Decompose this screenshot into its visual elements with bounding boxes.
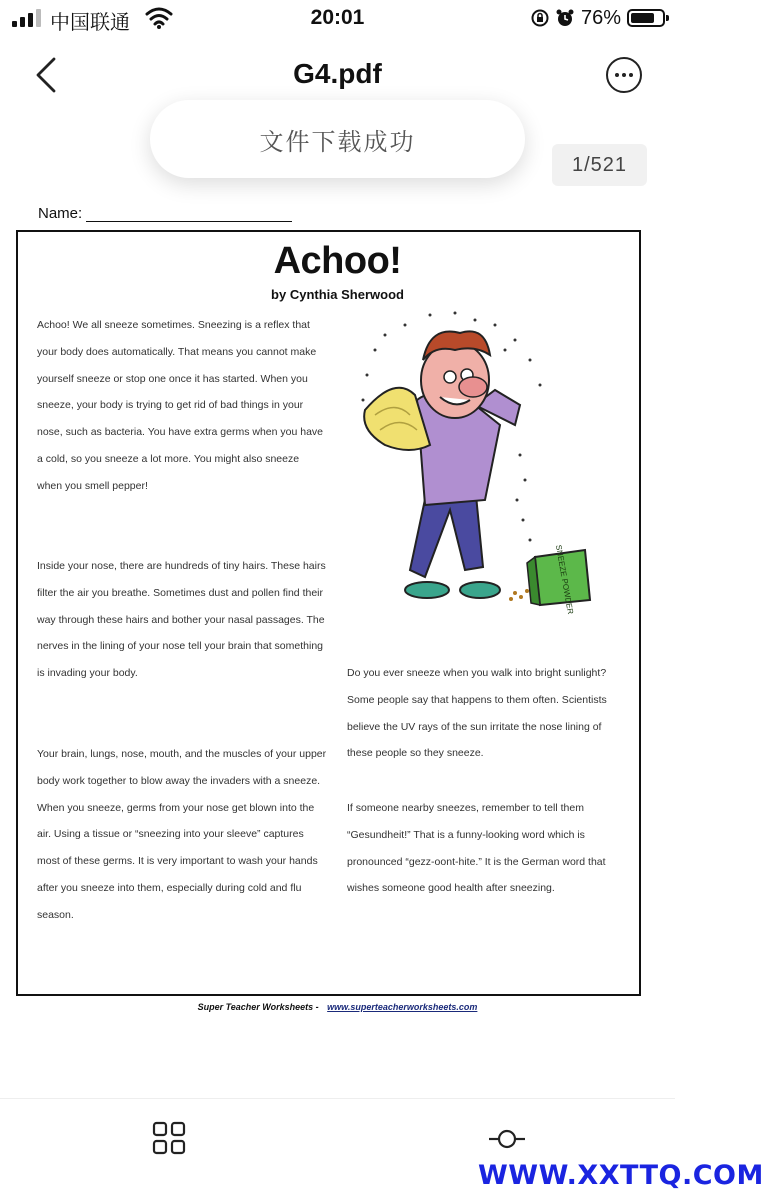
battery-percent: 76%	[580, 6, 621, 29]
powder-box-label: SNEEZE POWDER	[553, 544, 575, 615]
worksheet-footer	[0, 1002, 675, 1012]
name-label: Name:	[38, 205, 83, 222]
search-icon[interactable]	[487, 1128, 527, 1150]
status-time: 20:01	[310, 6, 365, 29]
battery-icon	[627, 9, 665, 27]
footer-link[interactable]: www.superteacherworksheets.com	[327, 1002, 478, 1012]
paragraph: Inside your nose, there are hundreds of tiny hairs. These hairs filter the air you breathe. Sometimes dust and pollen find their way through these hairs and bother your nasal passages. The nerves in the lining of your nose tell your brain that something is invading your body.	[37, 560, 326, 680]
worksheet-title: Achoo!	[273, 240, 402, 282]
footer-brand: Super Teacher Worksheets -	[197, 1002, 319, 1012]
more-options-button[interactable]	[606, 57, 642, 93]
paragraph: If someone nearby sneezes, remember to tell them “Gesundheit!” That is a funny-looking word which is pronounced “gezz-oont-hite.” It is the German word that wishes someone good health after sneezing.	[347, 802, 606, 895]
rotation-lock-icon	[531, 9, 549, 27]
thumbnail-grid-icon[interactable]	[152, 1121, 186, 1155]
sneezing-man-illustration	[355, 305, 600, 615]
status-bar	[0, 0, 675, 40]
worksheet-author: by Cynthia Sherwood	[271, 287, 404, 302]
paragraph: Do you ever sneeze when you walk into bright sunlight? Some people say that happens to them often. Scientists believe the UV rays of the sun irritate the nose lining of these people so they sneeze.	[347, 667, 607, 760]
name-field	[38, 205, 292, 222]
file-title: G4.pdf	[293, 58, 382, 89]
paragraph: Achoo! We all sneeze sometimes. Sneezing is a reflex that your body does automatically. That means you cannot make yourself sneeze or stop one once it has started. When you sneeze, your body is trying to get rid of bad things in your nose, such as bacteria. You have extra germs when you have a cold, so you sneeze a lot more. You might also sneeze when you smell pepper!	[37, 319, 324, 492]
paragraph: Your brain, lungs, nose, mouth, and the muscles of your upper body work together to blow away the invaders with a sneeze. When you sneeze, germs from your nose get blown into the air. Using a tissue or “sneezing into your sleeve” captures most of these germs. It is very important to wash your hands after you sneeze into them, especially during cold and flu season.	[37, 748, 327, 921]
alarm-icon	[555, 8, 575, 28]
carrier-name: 中国联通	[50, 12, 130, 34]
download-success-toast: 文件下载成功	[150, 100, 525, 178]
site-watermark: WWW.XXTTQ.COM	[478, 1160, 764, 1191]
page-indicator: 1/521	[552, 144, 647, 186]
